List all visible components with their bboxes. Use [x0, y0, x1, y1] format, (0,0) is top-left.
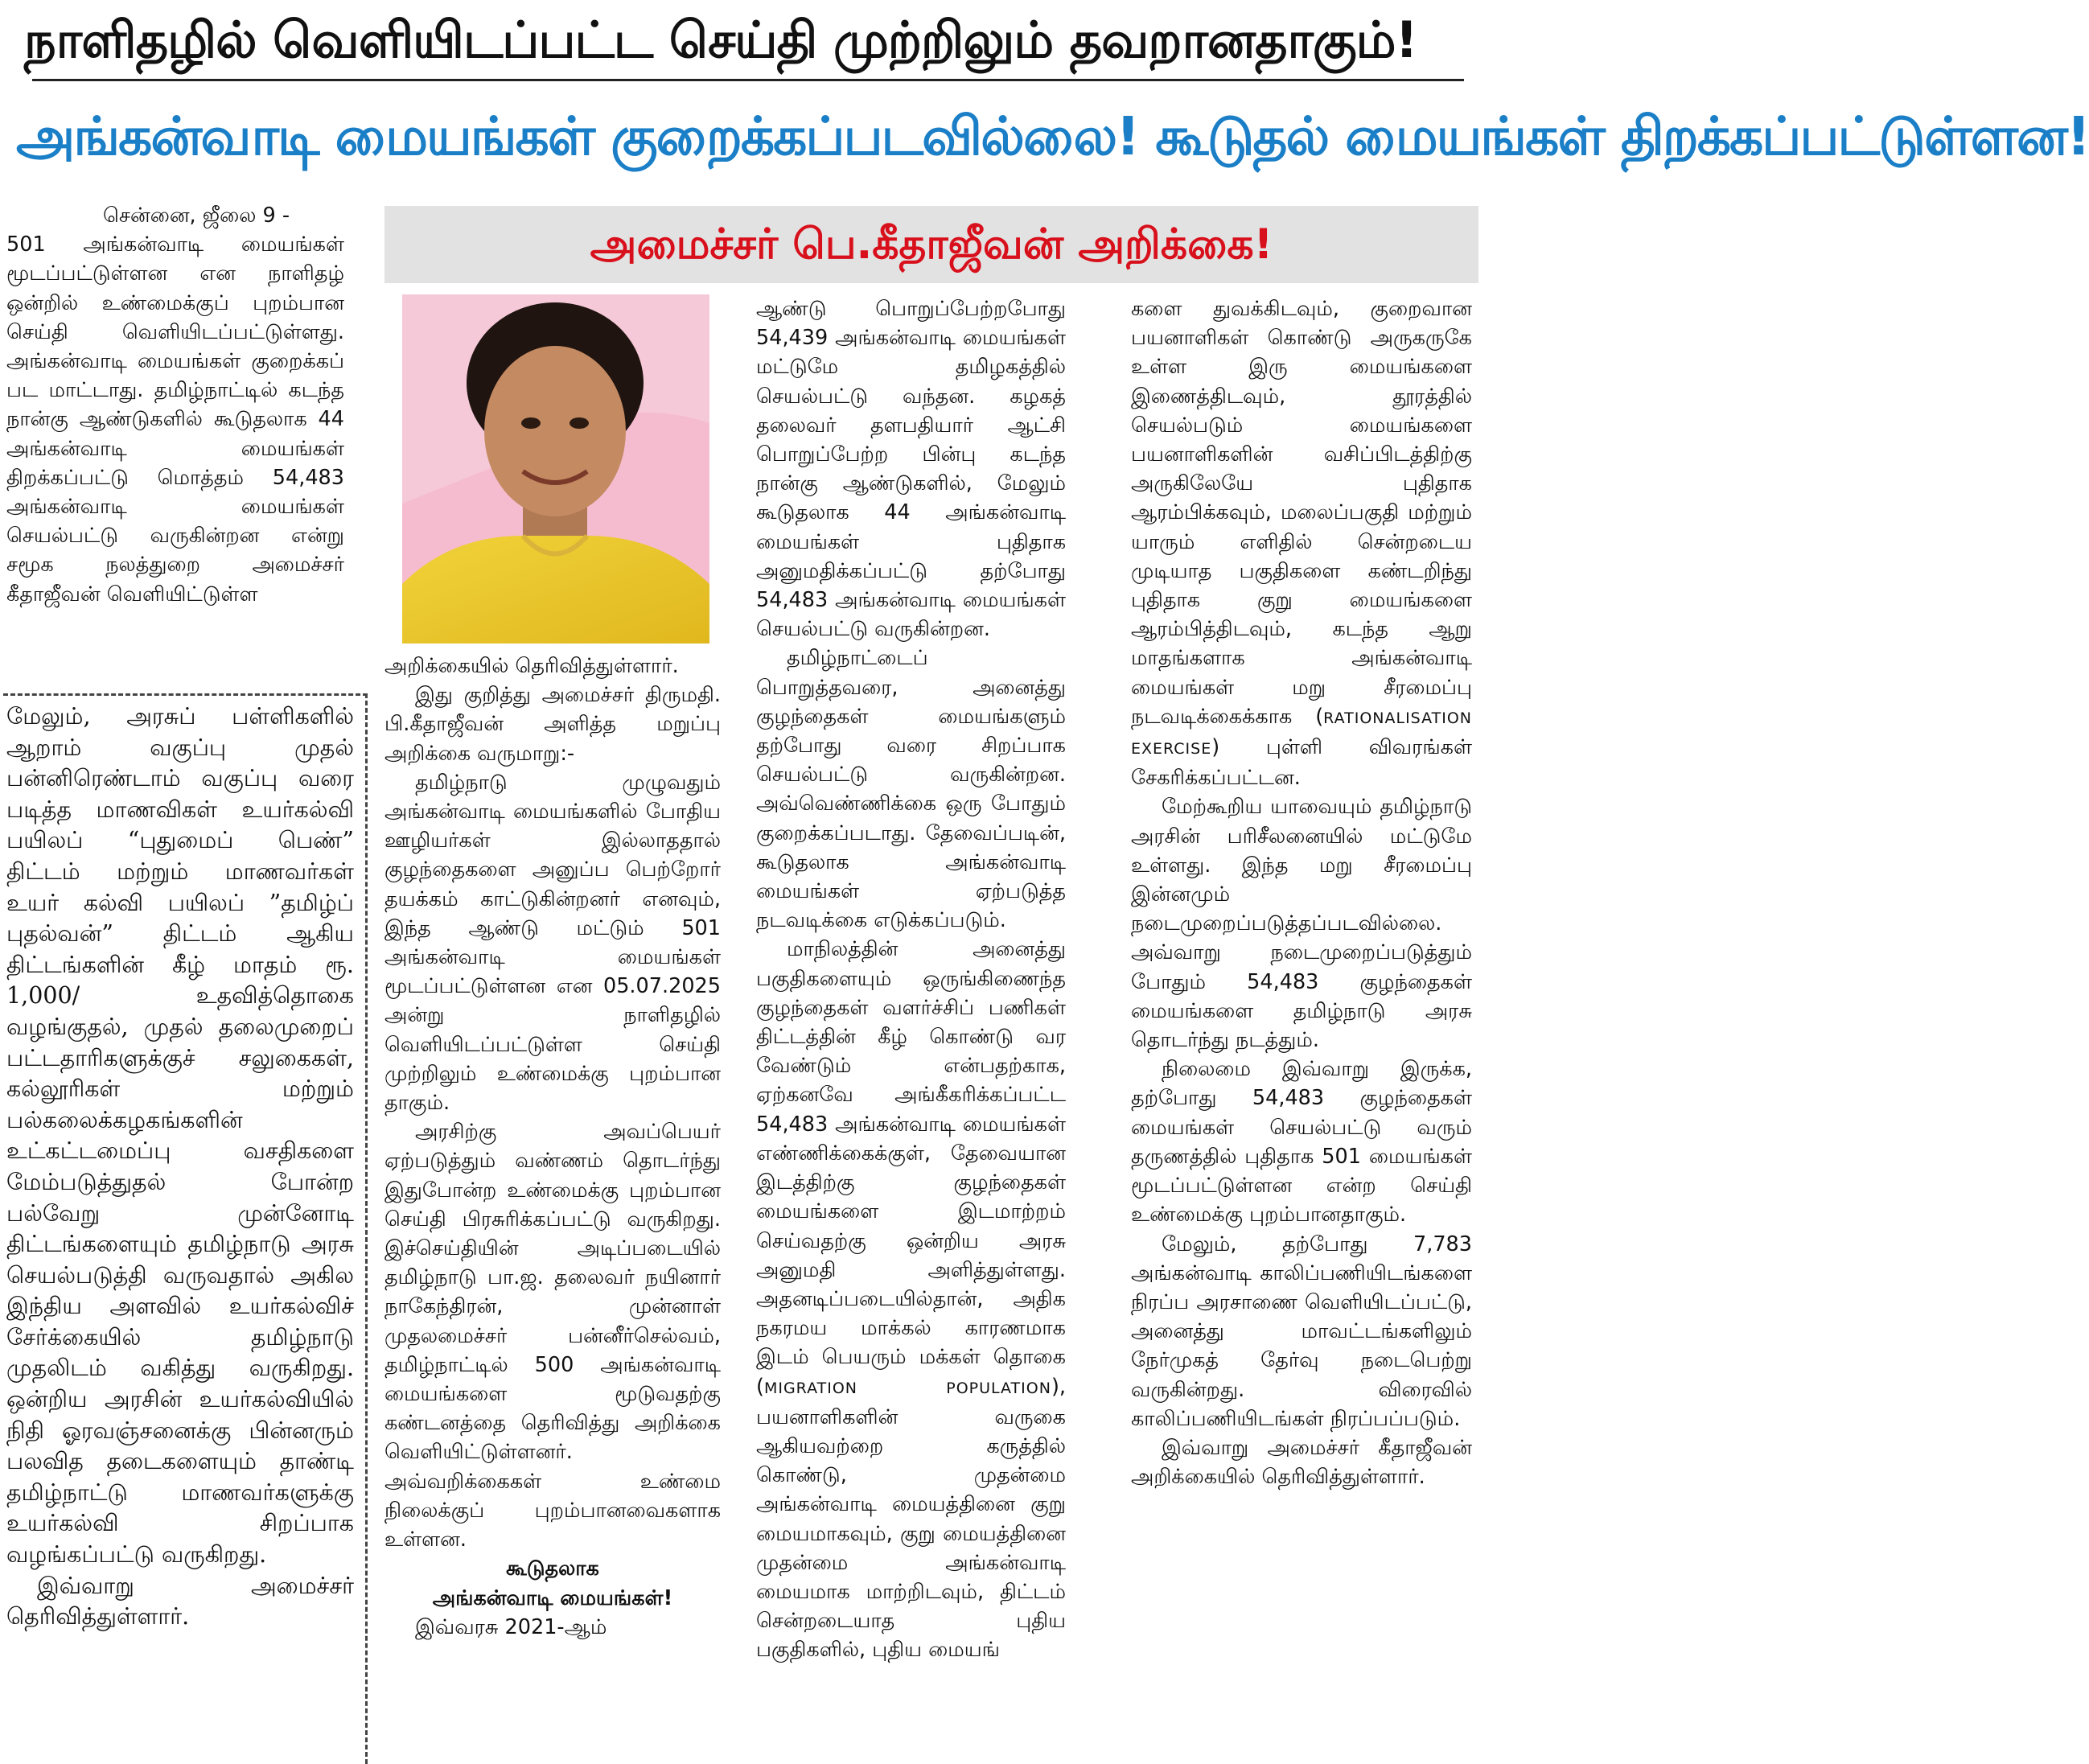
boxed-story [6, 701, 354, 1762]
col3-paragraph-3 [756, 935, 1066, 1664]
boxed-paragraph-2: இவ்வாறு அமைச்சர் தெரிவித்துள்ளார். [6, 1572, 354, 1630]
col4-paragraph-1 [1131, 294, 1472, 792]
headline-rule [32, 79, 1464, 81]
dateline: சென்னை, ஜீலை 9 - [103, 204, 290, 228]
col2-paragraph-3: தமிழ்நாடு முழுவதும் அங்கன்வாடி மையங்களில் போதிய ஊழியர்கள் இல்லாததால் குழந்தைகளை அனுப்ப பெற்றோர் தயக்கம் காட்டுகின்றனர் எனவும், இந்த ஆண்டு மட்டும் 501 அங்கன்வாடி மையங்கள் மூடப்பட்டுள்ளன என 05.07.2025 அன்று நாளிதழில் வெளியிடப்பட்டுள்ள செய்தி முற்றிலும் உண்மைக்கு புறம்பான தாகும். [384, 770, 721, 1116]
intro-paragraph: 501 அங்கன்வாடி மையங்கள் மூடப்பட்டுள்ளன என நாளிதழ் ஒன்றில் உண்மைக்குப் புறம்பான செய்தி வெளியிடப்பட்டுள்ளது. அங்கன்வாடி மையங்கள் குறைக்கப் பட மாட்டாது. தமிழ்நாட்டில் கடந்த நான்கு ஆண்டுகளில் கூடுதலாக 44 அங்கன்வாடி மையங்கள் திறக்கப்பட்டு மொத்தம் 54,483 அங்கன்வாடி மையங்கள் செயல்பட்டு வருகின்றன என்று சமூக நலத்துறை அமைச்சர் கீதாஜீவன் வெளியிட்டுள்ள [6, 232, 344, 607]
col4-rationalisation-term: RATIONALISATION EXERCISE [1131, 709, 1472, 759]
column-2 [384, 652, 721, 1762]
col3-migration-term: MIGRATION POPULATION [763, 1379, 1051, 1397]
crosshead-line-1: கூடுதலாக [506, 1556, 599, 1581]
column-3 [756, 294, 1066, 1762]
subtitle: அமைச்சர் பெ.கீதாஜீவன் அறிக்கை! [590, 220, 1273, 269]
col3-paragraph-2: தமிழ்நாட்டைப் பொறுத்தவரை, அனைத்து குழந்தைகள் மையங்களும் தற்போது வரை சிறப்பாக செயல்பட்டு வருகின்றன. அவ்வெண்ணிக்கை ஒரு போதும் குறைக்கப்படாது. தேவைப்படின், கூடுதலாக அங்கன்வாடி மையங்கள் ஏற்படுத்த நடவடிக்கை எடுக்கப்படும். [756, 646, 1066, 933]
col4-paragraph-5: இவ்வாறு அமைச்சர் கீதாஜீவன் அறிக்கையில் தெரிவித்துள்ளார். [1131, 1435, 1472, 1490]
portrait-illustration [402, 294, 709, 644]
col4-p1-part-b: ) புள்ளி விவரங்கள் சேகரிக்கப்பட்டன. [1131, 735, 1472, 791]
col2-paragraph-5: இவ்வரசு 2021-ஆம் [415, 1614, 607, 1639]
col3-p3-part-b: ), பயனாளிகளின் வருகை ஆகியவற்றை கருத்தில் கொண்டு, முதன்மை அங்கன்வாடி மையத்தினை குறு மையமாகவும், குறு மையத்தினை முதன்மை அங்கன்வாடி மையமாக மாற்றிடவும், திட்டம் சென்றடையாத புதிய பகுதிகளில், புதிய மையங் [756, 1374, 1066, 1663]
col2-paragraph-4: அரசிற்கு அவப்பெயர் ஏற்படுத்தும் வண்ணம் தொடர்ந்து இதுபோன்ற உண்மைக்கு புறம்பான செய்தி பிரசுரிக்கப்பட்டு வருகிறது. இச்செய்தியின் அடிப்படையில் தமிழ்நாடு பா.ஜ. தலைவர் நயினார் நாகேந்திரன், முன்னாள் முதலமைச்சர் பன்னீர்செல்வம், தமிழ்நாட்டில் 500 அங்கன்வாடி மையங்களை மூடுவதற்கு கண்டனத்தை தெரிவித்து அறிக்கை வெளியிட்டுள்ளனர். அவ்வறிக்கைகள் உண்மை நிலைக்குப் புறம்பானவைகளாக உள்ளன. [384, 1120, 721, 1552]
col4-paragraph-2: மேற்கூறிய யாவையும் தமிழ்நாடு அரசின் பரிசீலனையில் மட்டுமே உள்ளது. இந்த மறு சீரமைப்பு இன்னமும் நடைமுறைப்படுத்தப்படவில்லை. அவ்வாறு நடைமுறைப்படுத்தும் போதும் 54,483 குழந்தைகள் மையங்களை தமிழ்நாடு அரசு தொடர்ந்து நடத்தும். [1131, 795, 1472, 1053]
minister-photo [402, 294, 709, 644]
col2-paragraph-2: இது குறித்து அமைச்சர் திருமதி. பி.கீதாஜீவன் அளித்த மறுப்பு அறிக்கை வருமாறு:- [384, 683, 721, 766]
column-4 [1131, 294, 1472, 1762]
col3-p3-part-a: மாநிலத்தின் அனைத்து பகுதிகளையும் ஒருங்கிணைந்த குழந்தைகள் வளர்ச்சிப் பணிகள் திட்டத்தின் கீழ் கொண்டு வர வேண்டும் என்பதற்காக, ஏற்கனவே அங்கீகரிக்கப்பட்ட 54,483 அங்கன்வாடி மையங்கள் எண்ணிக்கைக்குள், தேவையான இடத்திற்கு குழந்தைகள் மையங்களை இடமாற்றம் செய்வதற்கு ஒன்றிய அரசு அனுமதி அளித்துள்ளது. அதனடிப்படையில்தான், அதிக நகரமய மாக்கல் காரணமாக இடம் பெயரும் மக்கள் தொகை ( [756, 937, 1066, 1399]
headline-top: நாளிதழில் வெளியிடப்பட்ட செய்தி முற்றிலும் தவறானதாகும்! [24, 10, 1417, 69]
col4-paragraph-3: நிலைமை இவ்வாறு இருக்க, தற்போது 54,483 குழந்தைகள் மையங்கள் செயல்பட்டு வரும் தருணத்தில் புதிதாக 501 மையங்கள் மூடப்பட்டுள்ளன என்ற செய்தி உண்மைக்கு புறம்பானதாகும். [1131, 1057, 1472, 1227]
col3-paragraph-1: ஆண்டு பொறுப்பேற்றபோது 54,439 அங்கன்வாடி மையங்கள் மட்டுமே தமிழகத்தில் செயல்பட்டு வந்தன. கழகத் தலைவர் தளபதியார் ஆட்சி பொறுப்பேற்ற பின்பு கடந்த நான்கு ஆண்டுகளில், மேலும் கூடுதலாக 44 அங்கன்வாடி மையங்கள் புதிதாக அனுமதிக்கப்பட்டு தற்போது 54,483 அங்கன்வாடி மையங்கள் செயல்பட்டு வருகின்றன. [756, 297, 1066, 642]
boxed-paragraph-1: மேலும், அரசுப் பள்ளிகளில் ஆறாம் வகுப்பு முதல் பன்னிரெண்டாம் வகுப்பு வரை படித்த மாணவிகள் உயர்கல்வி பயிலப் “புதுமைப் பெண்” திட்டம் மற்றும் மாணவர்கள் உயர் கல்வி பயிலப் ”தமிழ்ப் புதல்வன்” திட்டம் ஆகிய திட்டங்களின் கீழ் மாதம் ரூ. 1,000/ உதவித்தொகை வழங்குதல், முதல் தலைமுறைப் பட்டதாரிகளுக்குச் சலுகைகள், கல்லூரிகள் மற்றும் பல்கலைக்கழகங்களின் உட்கட்டமைப்பு வசதிகளை மேம்படுத்துதல் போன்ற பல்வேறு முன்னோடி திட்டங்களையும் தமிழ்நாடு அரசு செயல்படுத்தி வருவதால் அகில இந்திய அளவில் உயர்கல்விச் சேர்க்கையில் தமிழ்நாடு முதலிடம் வகித்து வருகிறது. ஒன்றிய அரசின் உயர்கல்வியில் நிதி ஓரவஞ்சனைக்கு பின்னரும் பலவித தடைகளையும் தாண்டி தமிழ்நாட்டு மாணவர்களுக்கு உயர்கல்வி சிறப்பாக வழங்கப்பட்டு வருகிறது. [6, 703, 354, 1569]
col4-p1-part-a: களை துவக்கிடவும், குறைவான பயனாளிகள் கொண்டு அருகருகே உள்ள இரு மையங்களை இணைத்திடவும், தூரத்தில் செயல்படும் மையங்களை பயனாளிகளின் வசிப்பிடத்திற்கு அருகிலேயே புதிதாக ஆரம்பிக்கவும், மலைப்பகுதி மற்றும் யாரும் எளிதில் சென்றடைய முடியாத பகுதிகளை கண்டறிந்து புதிதாக குறு மையங்களை ஆரம்பித்திடவும், கடந்த ஆறு மாதங்களாக அங்கன்வாடி மையங்கள் மறு சீரமைப்பு நடவடிக்கைக்காக ( [1131, 297, 1472, 729]
col4-paragraph-4: மேலும், தற்போது 7,783 அங்கன்வாடி காலிப்பணியிடங்களை நிரப்ப அரசாணை வெளியிடப்பட்டு, அனைத்து மாவட்டங்களிலும் நேர்முகத் தேர்வு நடைபெற்று வருகின்றது. விரைவில் காலிப்பணியிடங்கள் நிரப்பப்படும். [1131, 1232, 1472, 1431]
headline-main: அங்கன்வாடி மையங்கள் குறைக்கப்படவில்லை! கூடுதல் மையங்கள் திறக்கப்பட்டுள்ளன! [16, 105, 2089, 167]
crosshead-line-2: அங்கன்வாடி மையங்கள்! [432, 1585, 673, 1610]
col2-paragraph-1: அறிக்கையில் தெரிவித்துள்ளார். [384, 654, 679, 678]
column-1-intro [6, 201, 344, 682]
